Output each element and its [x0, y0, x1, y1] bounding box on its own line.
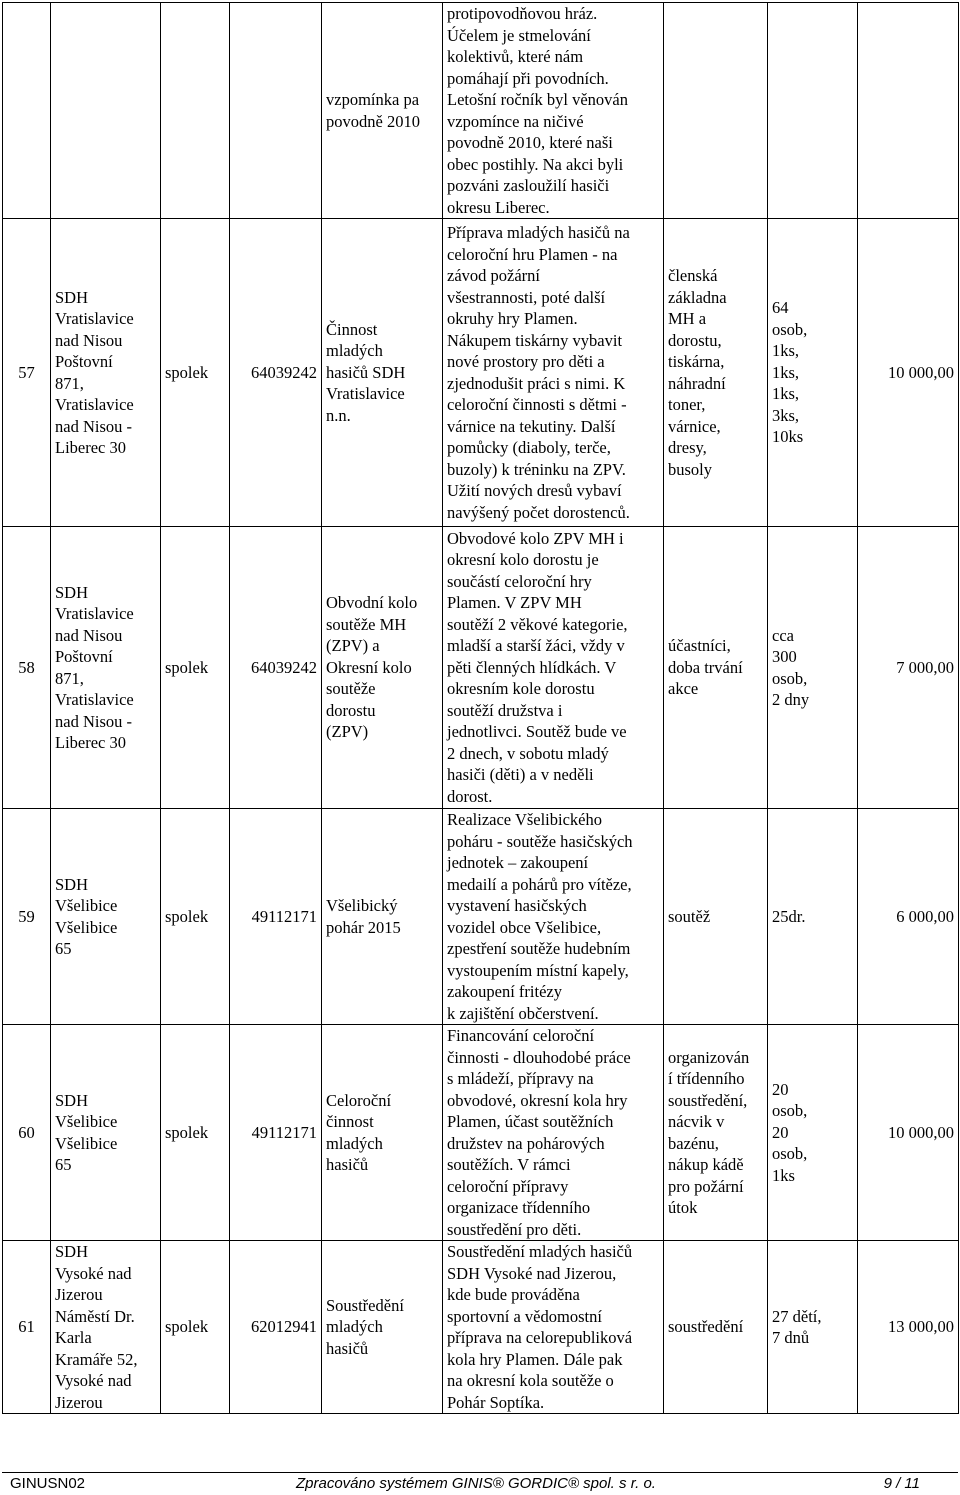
legal-form-cell: [161, 3, 230, 219]
page-footer: [2, 1472, 958, 1495]
applicant-cell: [51, 3, 161, 219]
description-cell: Soustředění mladých hasičů SDH Vysoké nad Jizerou, kde bude prováděna sportovní a vědomostní příprava na celorepubliková kola hry Plamen. Dále pak na okresní kola soutěže o Pohár Soptíka.: [443, 1241, 664, 1414]
quantity-cell: 27 dětí, 7 dnů: [768, 1241, 858, 1414]
items-cell: soustředění: [664, 1241, 768, 1414]
row-number: 61: [3, 1241, 51, 1414]
applicant-cell: SDH Vratislavice nad Nisou Poštovní 871, Vratislavice nad Nisou - Liberec 30: [51, 219, 161, 527]
quantity-cell: 64 osob, 1ks, 1ks, 1ks, 3ks, 10ks: [768, 219, 858, 527]
legal-form-cell: spolek: [161, 809, 230, 1025]
project-cell: Soustředění mladých hasičů: [322, 1241, 443, 1414]
description-cell: Realizace Všelibického poháru - soutěže hasičských jednotek – zakoupení medailí a pohárů pro vítěze, vystavení hasičských vozidel obce Všelibice, zpestření soutěže hudebním vystoupením místní kapely, zakoupení fritézy k zajištění občerstvení.: [443, 809, 664, 1025]
applicant-cell: SDH Všelibice Všelibice 65: [51, 809, 161, 1025]
project-cell: Obvodní kolo soutěže MH (ZPV) a Okresní kolo soutěže dorostu (ZPV): [322, 527, 443, 809]
row-number: 57: [3, 219, 51, 527]
ico-cell: 62012941: [230, 1241, 322, 1414]
amount-cell: [858, 3, 959, 219]
applicant-cell: SDH Vysoké nad Jizerou Náměstí Dr. Karla Kramáře 52, Vysoké nad Jizerou: [51, 1241, 161, 1414]
table-row: [3, 1025, 959, 1241]
page-number: 9 / 11: [883, 1475, 920, 1492]
ico-cell: [230, 3, 322, 219]
amount-cell: 13 000,00: [858, 1241, 959, 1414]
amount-cell: 6 000,00: [858, 809, 959, 1025]
ico-cell: 64039242: [230, 527, 322, 809]
table-row: [3, 527, 959, 809]
ico-cell: 49112171: [230, 809, 322, 1025]
legal-form-cell: spolek: [161, 219, 230, 527]
quantity-cell: [768, 3, 858, 219]
ico-cell: 64039242: [230, 219, 322, 527]
amount-cell: 10 000,00: [858, 1025, 959, 1241]
grant-table: [2, 2, 959, 1414]
description-cell: Financování celoroční činnosti - dlouhodobé práce s mládeží, přípravy na obvodové, okresní kola hry Plamen, účast soutěžních družstev na pohárových soutěžích. V rámci celoroční přípravy organizace třídenního soustředění pro děti.: [443, 1025, 664, 1241]
applicant-cell: SDH Všelibice Všelibice 65: [51, 1025, 161, 1241]
document-code: GINUSN02: [10, 1475, 86, 1492]
project-cell: Všelibický pohár 2015: [322, 809, 443, 1025]
items-cell: [664, 3, 768, 219]
legal-form-cell: spolek: [161, 1241, 230, 1414]
row-number: 59: [3, 809, 51, 1025]
items-cell: členská základna MH a dorostu, tiskárna, náhradní toner, várnice, dresy, busoly: [664, 219, 768, 527]
row-number: 58: [3, 527, 51, 809]
applicant-cell: SDH Vratislavice nad Nisou Poštovní 871, Vratislavice nad Nisou - Liberec 30: [51, 527, 161, 809]
quantity-cell: 25dr.: [768, 809, 858, 1025]
description-cell: Obvodové kolo ZPV MH i okresní kolo dorostu je součástí celoroční hry Plamen. V ZPV MH soutěží 2 věkové kategorie, mladší a starší žáci, vždy v pěti členných hlídkách. V okresním kole dorostu soutěží družstva i jednotlivci. Soutěž bude ve 2 dnech, v sobotu mladý hasiči (děti) a v neděli dorost.: [443, 527, 664, 809]
amount-cell: 10 000,00: [858, 219, 959, 527]
legal-form-cell: spolek: [161, 527, 230, 809]
amount-cell: 7 000,00: [858, 527, 959, 809]
row-number: 60: [3, 1025, 51, 1241]
quantity-cell: 20 osob, 20 osob, 1ks: [768, 1025, 858, 1241]
items-cell: účastníci, doba trvání akce: [664, 527, 768, 809]
ico-cell: 49112171: [230, 1025, 322, 1241]
items-cell: organizován í třídenního soustředění, nácvik v bazénu, nákup kádě pro požární útok: [664, 1025, 768, 1241]
description-cell: protipovodňovou hráz. Účelem je stmelování kolektivů, které nám pomáhají při povodních. Letošní ročník byl věnován vzpomínce na ničivé povodně 2010, které naši obec postihly. Na akci byli pozváni zasloužilí hasiči okresu Liberec.: [443, 3, 664, 219]
row-number: [3, 3, 51, 219]
quantity-cell: cca 300 osob, 2 dny: [768, 527, 858, 809]
items-cell: soutěž: [664, 809, 768, 1025]
table-row: [3, 809, 959, 1025]
project-cell: Činnost mladých hasičů SDH Vratislavice n.n.: [322, 219, 443, 527]
processed-by-note: Zpracováno systémem GINIS® GORDIC® spol. s r. o.: [296, 1475, 656, 1492]
description-cell: Příprava mladých hasičů na celoroční hru Plamen - na závod požární všestrannosti, poté další okruhy hry Plamen. Nákupem tiskárny vybavit nové prostory pro děti a zjednodušit práci s nimi. K celoroční činnosti s dětmi - várnice na tekutiny. Další pomůcky (diaboly, terče, buzoly) k tréninku na ZPV. Užití nových dresů vybaví navýšený počet dorostenců.: [443, 219, 664, 527]
project-cell: Celoroční činnost mladých hasičů: [322, 1025, 443, 1241]
project-cell: vzpomínka pa povodně 2010: [322, 3, 443, 219]
table-row: [3, 219, 959, 527]
table-row: [3, 3, 959, 219]
legal-form-cell: spolek: [161, 1025, 230, 1241]
table-row: [3, 1241, 959, 1414]
